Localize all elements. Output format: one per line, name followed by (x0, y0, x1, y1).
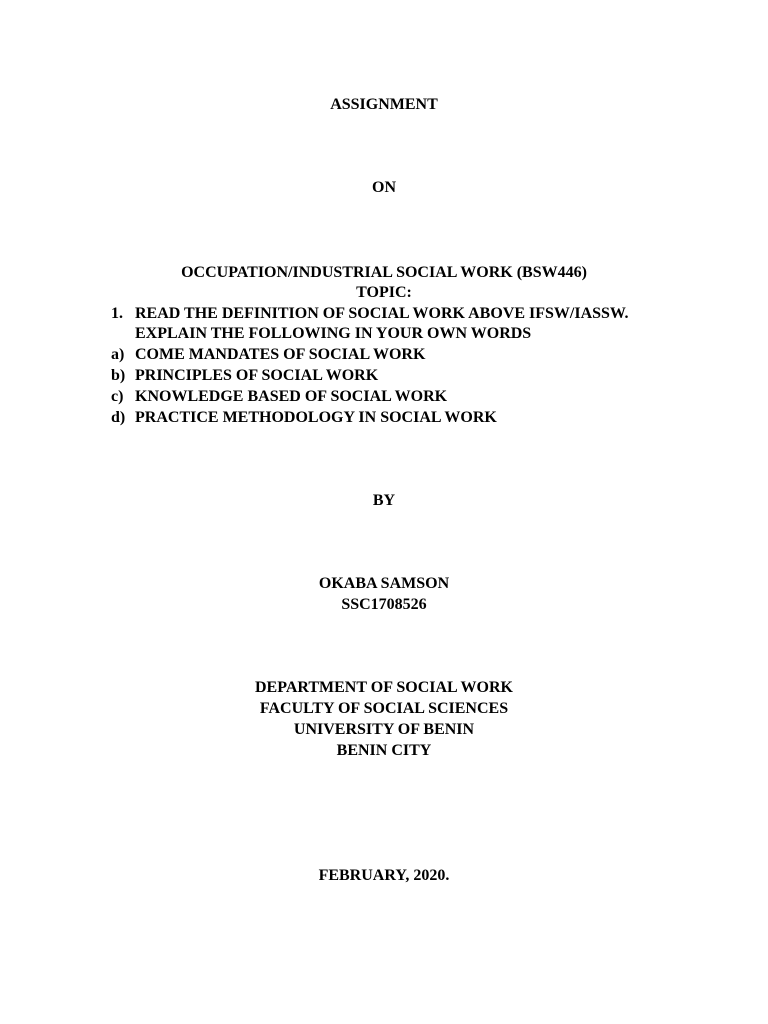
list-item-knowledge: KNOWLEDGE BASED OF SOCIAL WORK (135, 388, 448, 405)
topic-label: TOPIC: (356, 284, 412, 301)
faculty-name: FACULTY OF SOCIAL SCIENCES (259, 700, 509, 717)
author-name: OKABA SAMSON (318, 575, 450, 592)
list-item-marker-d: d) (111, 409, 126, 426)
on-label: ON (372, 179, 396, 196)
question-line-1: READ THE DEFINITION OF SOCIAL WORK ABOVE IFSW/IASSW. (135, 305, 629, 322)
question-line-2: EXPLAIN THE FOLLOWING IN YOUR OWN WORDS (135, 325, 532, 342)
matric-number: SSC1708526 (341, 596, 427, 613)
city-name: BENIN CITY (336, 742, 432, 759)
assignment-heading: ASSIGNMENT (330, 96, 438, 113)
by-label: BY (372, 492, 396, 509)
list-item-methodology: PRACTICE METHODOLOGY IN SOCIAL WORK (135, 409, 497, 426)
list-item-marker-b: b) (111, 367, 126, 384)
list-item-mandates: COME MANDATES OF SOCIAL WORK (135, 346, 426, 363)
question-number: 1. (111, 305, 123, 322)
university-name: UNIVERSITY OF BENIN (293, 721, 475, 738)
list-item-principles: PRINCIPLES OF SOCIAL WORK (135, 367, 379, 384)
course-title: OCCUPATION/INDUSTRIAL SOCIAL WORK (BSW446) (181, 264, 587, 281)
list-item-marker-a: a) (111, 346, 125, 363)
submission-date: FEBRUARY, 2020. (318, 867, 450, 884)
department-name: DEPARTMENT OF SOCIAL WORK (255, 679, 513, 696)
list-item-marker-c: c) (111, 388, 124, 405)
